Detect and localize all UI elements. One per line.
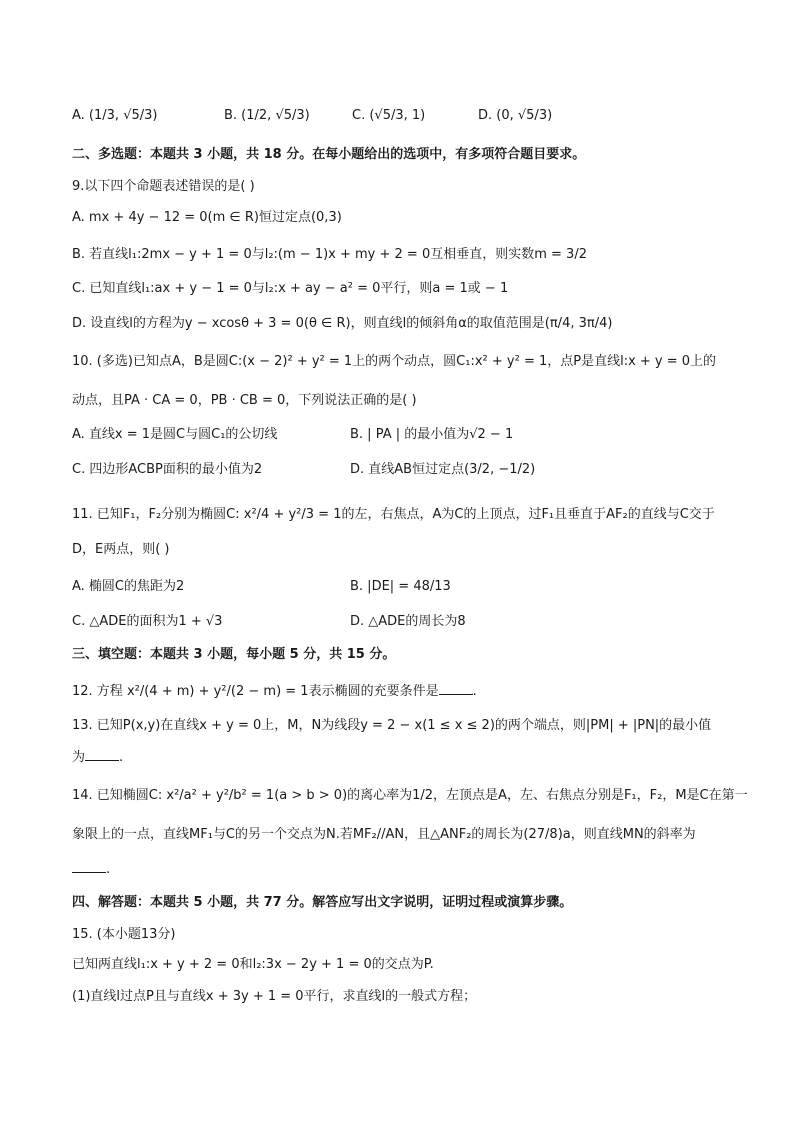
question-title: 15. (本小题13分) xyxy=(72,927,176,942)
section-heading: 四、解答题：本题共 5 小题，共 77 分。解答应写出文字说明，证明过程或演算步骤。 xyxy=(72,895,573,910)
option-b: B. 若直线l₁:2mx − y + 1 = 0与l₂:(m − 1)x + my + 2 = 0互相垂直，则实数m = 3/2 xyxy=(72,247,587,262)
option-d: D. △ADE的周长为8 xyxy=(350,614,466,629)
option-a: A. (1/3, √5/3) xyxy=(72,108,158,123)
question-end: . xyxy=(119,750,124,765)
answer-blank xyxy=(439,682,473,695)
question-end: . xyxy=(472,684,477,699)
question-stem: 已知两直线l₁:x + y + 2 = 0和l₂:3x − 2y + 1 = 0的交点为P. xyxy=(72,957,434,972)
section-heading: 三、填空题：本题共 3 小题，每小题 5 分，共 15 分。 xyxy=(72,647,396,662)
question-12 xyxy=(72,682,477,702)
option-a: A. 直线x = 1是圆C与圆C₁的公切线 xyxy=(72,427,278,442)
option-c: C. 四边形ACBP面积的最小值为2 xyxy=(72,462,263,477)
question-part-1: (1)直线l过点P且与直线x + 3y + 1 = 0平行，求直线l的一般式方程； xyxy=(72,989,477,1004)
option-b: B. |DE| = 48/13 xyxy=(350,579,451,594)
question-13-continued xyxy=(72,748,123,768)
question-stem-continued: 象限上的一点，直线MF₁与C的另一个交点为N.若MF₂//AN，且△ANF₂的周长为(27/8)a，则直线MN的斜率为 xyxy=(72,827,696,842)
question-stem: 14. 已知椭圆C: x²/a² + y²/b² = 1(a > b > 0)的离心率为1/2，左顶点是A，左、右焦点分别是F₁，F₂，M是C在第一 xyxy=(72,788,748,803)
option-c: C. 已知直线l₁:ax + y − 1 = 0与l₂:x + ay − a² = 0平行，则a = 1或 − 1 xyxy=(72,281,509,296)
option-a: A. 椭圆C的焦距为2 xyxy=(72,579,185,594)
question-end: . xyxy=(106,862,111,877)
question-stem: 11. 已知F₁，F₂分别为椭圆C: x²/4 + y²/3 = 1的左，右焦点，A为C的上顶点，过F₁且垂直于AF₂的直线与C交于 xyxy=(72,507,715,522)
question-stem-continued: D，E两点，则( ) xyxy=(72,542,170,557)
option-a: A. mx + 4y − 12 = 0(m ∈ R)恒过定点(0,3) xyxy=(72,210,342,225)
answer-blank xyxy=(72,860,106,873)
answer-blank xyxy=(85,748,119,761)
option-d: D. 设直线l的方程为y − xcosθ + 3 = 0(θ ∈ R)，则直线l的倾斜角α的取值范围是(π/4, 3π/4) xyxy=(72,316,613,331)
question-text: 12. 方程 x²/(4 + m) + y²/(2 − m) = 1表示椭圆的充要条件是 xyxy=(72,684,439,699)
question-stem-continued: 动点，且PA · CA = 0，PB · CB = 0，下列说法正确的是( ) xyxy=(72,393,417,408)
option-d: D. 直线AB恒过定点(3/2, −1/2) xyxy=(350,462,536,477)
question-14-end xyxy=(72,860,110,880)
option-b: B. (1/2, √5/3) xyxy=(224,108,310,123)
section-heading: 二、多选题：本题共 3 小题，共 18 分。在每小题给出的选项中，有多项符合题目要求。 xyxy=(72,147,586,162)
option-b: B. | PA | 的最小值为√2 − 1 xyxy=(350,427,514,442)
option-c: C. (√5/3, 1) xyxy=(352,108,426,123)
question-stem: 13. 已知P(x,y)在直线x + y = 0上，M，N为线段y = 2 − x(1 ≤ x ≤ 2)的两个端点，则|PM| + |PN|的最小值 xyxy=(72,718,712,733)
question-stem: 9.以下四个命题表述错误的是( ) xyxy=(72,179,255,194)
option-d: D. (0, √5/3) xyxy=(478,108,553,123)
question-text: 为 xyxy=(72,750,86,765)
question-stem: 10. (多选)已知点A，B是圆C:(x − 2)² + y² = 1上的两个动点，圆C₁:x² + y² = 1，点P是直线l:x + y = 0上的 xyxy=(72,354,717,369)
option-c: C. △ADE的面积为1 + √3 xyxy=(72,614,223,629)
